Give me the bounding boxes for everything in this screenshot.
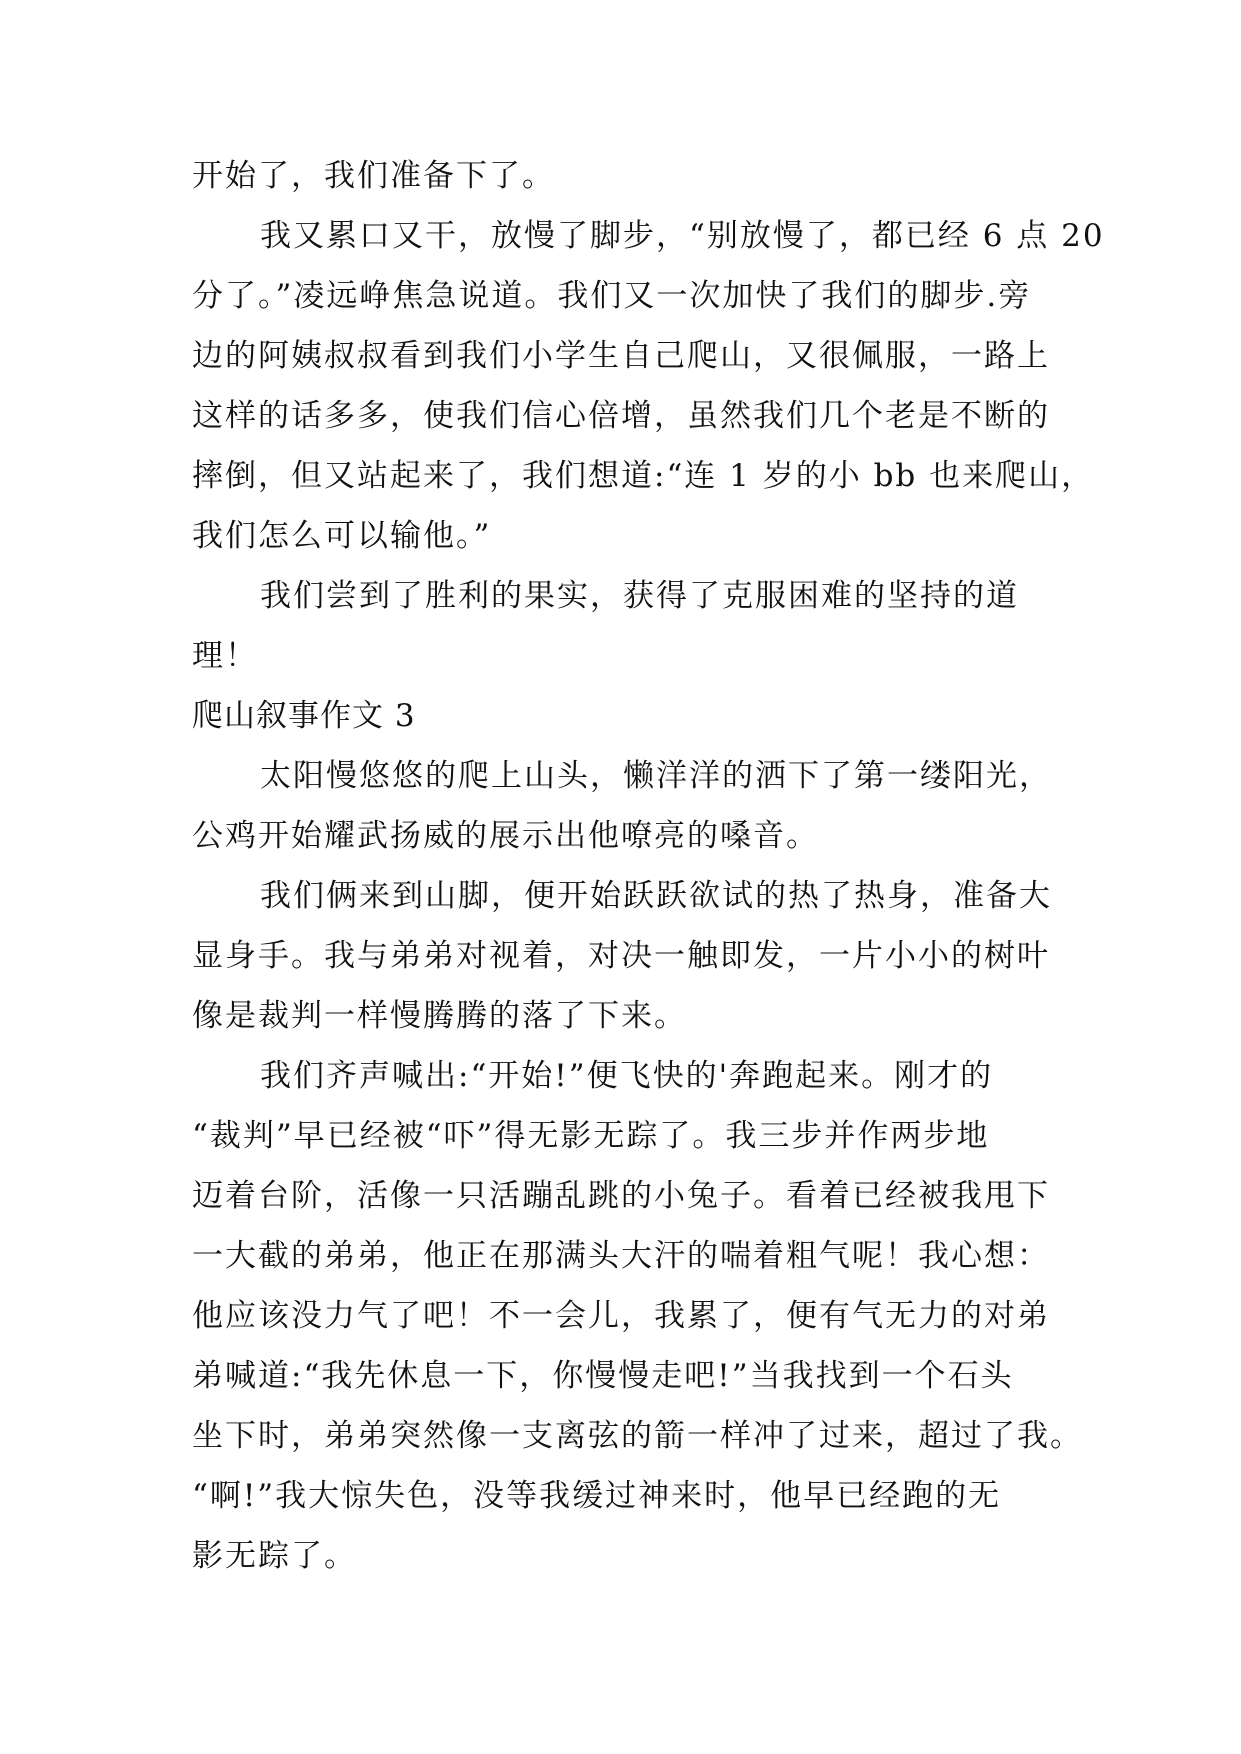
section-heading: 爬山叙事作文 3 bbox=[192, 698, 416, 734]
paragraph-line: 这样的话多多，使我们信心倍增，虽然我们几个老是不断的 bbox=[192, 398, 1050, 434]
paragraph-line: “裁判”早已经被“吓”得无影无踪了。我三步并作两步地 bbox=[192, 1118, 990, 1154]
document-page bbox=[192, 146, 1105, 1586]
paragraph-line: 太阳慢悠悠的爬上山头，懒洋洋的洒下了第一缕阳光， bbox=[260, 758, 1052, 794]
paragraph-line: 理！ bbox=[192, 638, 258, 674]
paragraph-line: 分了。”凌远峥焦急说道。我们又一次加快了我们的脚步.旁 bbox=[192, 278, 1032, 314]
paragraph-line: 我们尝到了胜利的果实，获得了克服困难的坚持的道 bbox=[260, 578, 1019, 614]
paragraph-line: 弟喊道:“我先休息一下，你慢慢走吧!”当我找到一个石头 bbox=[192, 1358, 1014, 1394]
paragraph-line: 像是裁判一样慢腾腾的落了下来。 bbox=[192, 998, 687, 1034]
paragraph-line: 边的阿姨叔叔看到我们小学生自己爬山，又很佩服，一路上 bbox=[192, 338, 1050, 374]
paragraph-line: 我又累口又干，放慢了脚步，“别放慢了，都已经 6 点 20 bbox=[260, 218, 1105, 254]
paragraph-line: 我们俩来到山脚，便开始跃跃欲试的热了热身，准备大 bbox=[260, 878, 1052, 914]
opening-line: 开始了，我们准备下了。 bbox=[192, 158, 555, 194]
paragraph-line: 迈着台阶，活像一只活蹦乱跳的小兔子。看着已经被我甩下 bbox=[192, 1178, 1050, 1214]
paragraph-line: 显身手。我与弟弟对视着，对决一触即发，一片小小的树叶 bbox=[192, 938, 1050, 974]
paragraph-line: 他应该没力气了吧！不一会儿，我累了，便有气无力的对弟 bbox=[192, 1298, 1050, 1334]
paragraph-line: 坐下时，弟弟突然像一支离弦的箭一样冲了过来，超过了我。 bbox=[192, 1418, 1083, 1454]
paragraph bbox=[192, 746, 1072, 866]
paragraph bbox=[192, 206, 1105, 566]
paragraph-line: 影无踪了。 bbox=[192, 1538, 357, 1574]
paragraph-line: 我们齐声喊出:“开始!”便飞快的'奔跑起来。刚才的 bbox=[260, 1058, 994, 1094]
paragraph-line: 摔倒，但又站起来了，我们想道:“连 1 岁的小 bb 也来爬山， bbox=[192, 458, 1095, 494]
paragraph bbox=[192, 566, 1072, 686]
paragraph bbox=[192, 1046, 1083, 1586]
paragraph-line: 我们怎么可以输他。” bbox=[192, 518, 492, 554]
paragraph-line: 一大截的弟弟，他正在那满头大汗的喘着粗气呢！我心想： bbox=[192, 1238, 1050, 1274]
paragraph-line: 公鸡开始耀武扬威的展示出他嘹亮的嗓音。 bbox=[192, 818, 819, 854]
paragraph-line: “啊!”我大惊失色，没等我缓过神来时，他早已经跑的无 bbox=[192, 1478, 1002, 1514]
paragraph bbox=[192, 866, 1072, 1046]
